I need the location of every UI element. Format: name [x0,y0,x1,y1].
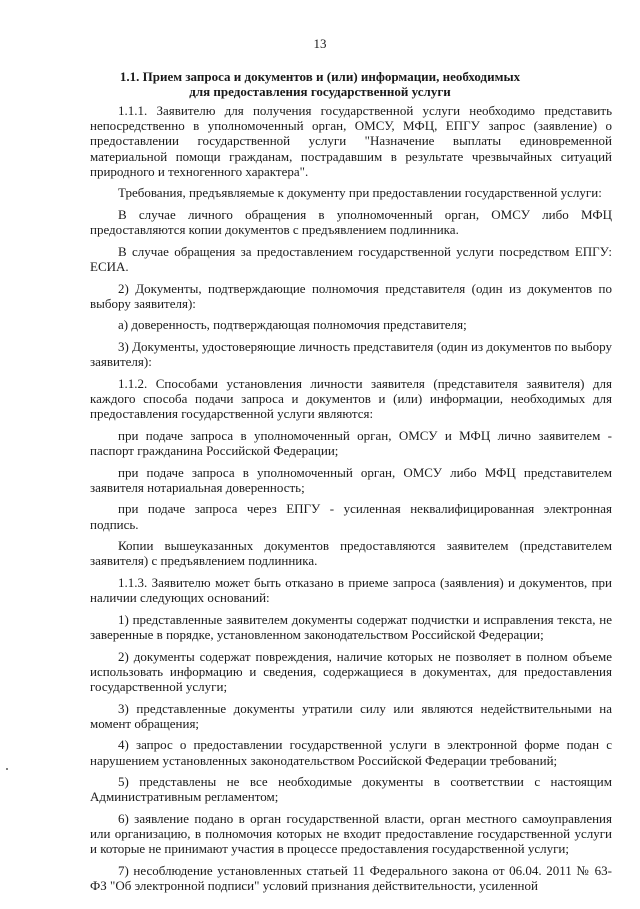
paragraph-copies: Копии вышеуказанных документов предоставляются заявителем (представителем заявителя) с предъявлением подлинника. [90,538,612,569]
paragraph-1-1-3: 1.1.3. Заявителю может быть отказано в приеме запроса (заявления) и документов, при наличии следующих оснований: [90,574,612,606]
scan-speck [6,768,8,770]
section-heading: 1.1. Прием запроса и документов и (или) информации, необходимых для предоставления государственной услуги [119,69,521,99]
paragraph-notarial: при подаче запроса в уполномоченный орган, ОМСУ либо МФЦ представителем заявителя нотариальная доверенность; [90,464,612,495]
list-item-4: 4) запрос о предоставлении государственной услуги в электронной форме подан с нарушением установленных законодательством Российской Федерации требований; [90,737,612,768]
paragraph-representative-docs: 2) Документы, подтверждающие полномочия представителя (один из документов по выбору заявителя): [90,280,612,311]
document-body [90,103,612,900]
paragraph-requirements: Требования, предъявляемые к документу при предоставлении государственной услуги: [118,185,602,201]
list-item-6: 6) заявление подано в орган государственной власти, орган местного самоуправления или организацию, в полномочия которых не входит предоставление государственной услуги и которые не принимают участия в процессе предоставления государственной услуги; [90,810,612,857]
paragraph-signature: при подаче запроса через ЕПГУ - усиленная неквалифицированная электронная подпись. [90,501,612,532]
paragraph-identity-docs: 3) Документы, удостоверяющие личность представителя (один из документов по выбору заявителя): [90,338,612,370]
paragraph-1-1-2: 1.1.2. Способами установления личности заявителя (представителя заявителя) для каждого способа подачи запроса и документов и (или) информации, необходимых для предоставления государственной услуги являются: [90,375,612,422]
paragraph-personal-visit: В случае личного обращения в уполномоченный орган, ОМСУ либо МФЦ предоставляются копии документов с предъявлением подлинника. [90,207,612,238]
list-item-5: 5) представлены не все необходимые документы в соответствии с настоящим Административным регламентом; [90,774,612,805]
paragraph-power-of-attorney: а) доверенность, подтверждающая полномочия представителя; [118,317,467,333]
list-item-2: 2) документы содержат повреждения, наличие которых не позволяет в полном объеме использовать информацию и сведения, содержащиеся в документах, для предоставления государственной услуги; [90,648,612,694]
list-item-3: 3) представленные документы утратили силу или являются недействительными на момент обращения; [90,700,612,731]
page-number: 13 [313,36,327,51]
paragraph-1-1-1: 1.1.1. Заявителю для получения государственной услуги необходимо представить непосредственно в уполномоченный орган, ОМСУ, МФЦ, ЕПГУ запрос (заявление) о предоставлении государственной услуги "Назначение выплаты единовременной материальной помощи гражданам, пострадавшим в результате чрезвычайных ситуаций природного и техногенного характера". [90,103,612,179]
list-item-7: 7) несоблюдение установленных статьей 11 Федерального закона от 06.04. 2011 № 63-ФЗ "Об электронной подписи" условий признания действительности, усиленной [90,862,612,894]
paragraph-epgu: В случае обращения за предоставлением государственной услуги посредством ЕПГУ: ЕСИА. [90,243,612,274]
paragraph-passport: при подаче запроса в уполномоченный орган, ОМСУ и МФЦ лично заявителем - паспорт гражданина Российской Федерации; [90,427,612,458]
list-item-1: 1) представленные заявителем документы содержат подчистки и исправления текста, не заверенные в порядке, установленном законодательством Российской Федерации; [90,611,612,642]
